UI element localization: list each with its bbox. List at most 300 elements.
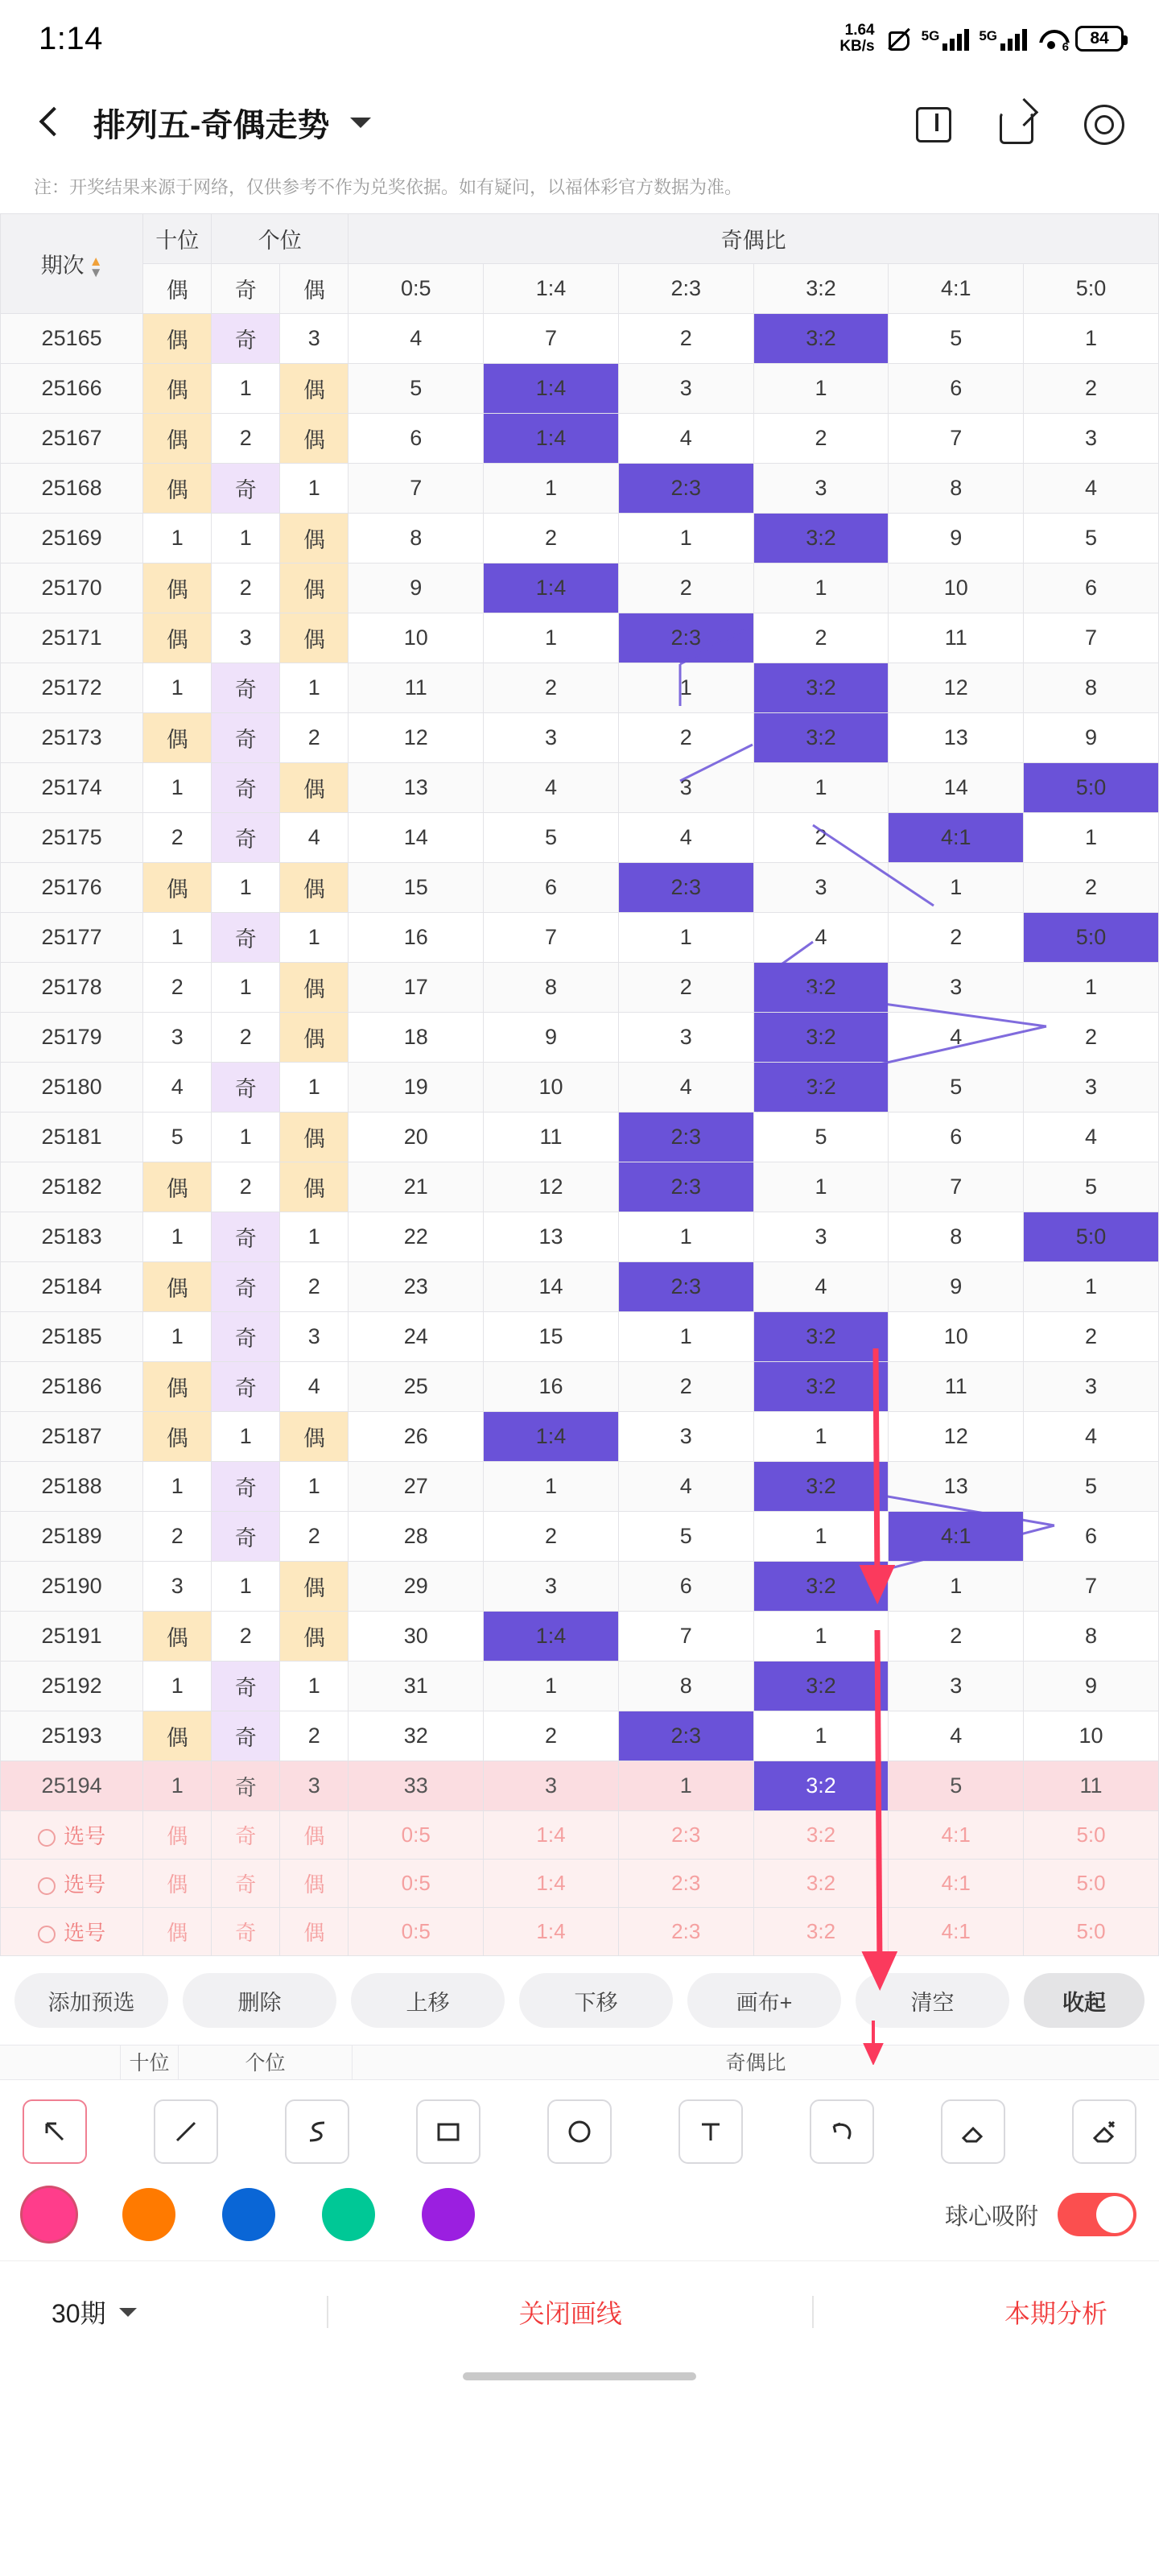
table-row[interactable] — [1, 863, 1159, 913]
back-arrow-icon[interactable] — [32, 104, 69, 141]
table-row[interactable] — [1, 1612, 1159, 1662]
pick-ratio-1-4[interactable]: 1:4 — [484, 1811, 619, 1860]
cell-ratio-1-4[interactable]: 14 — [484, 1262, 619, 1312]
cell-digit-1[interactable]: 偶 — [143, 564, 212, 613]
clear-all-icon[interactable] — [1072, 2099, 1136, 2164]
cell-ratio-3-2[interactable]: 4 — [753, 1262, 889, 1312]
pick-digit-1[interactable]: 偶 — [143, 1860, 212, 1908]
pick-label[interactable]: 选号 — [1, 1811, 143, 1860]
cell-ratio-3-2[interactable]: 3 — [753, 464, 889, 514]
cell-digit-3[interactable]: 偶 — [280, 1113, 349, 1162]
cell-digit-3[interactable]: 1 — [280, 464, 349, 514]
cell-ratio-2-3[interactable]: 1 — [618, 663, 753, 713]
cell-ratio-0-5[interactable]: 17 — [349, 963, 484, 1013]
cell-ratio-1-4[interactable]: 1 — [484, 464, 619, 514]
cell-digit-2[interactable]: 1 — [212, 514, 280, 564]
cell-ratio-4-1[interactable]: 4 — [889, 1013, 1024, 1063]
cell-digit-3[interactable]: 1 — [280, 1212, 349, 1262]
cell-ratio-5-0[interactable]: 11 — [1024, 1761, 1159, 1811]
cell-ratio-0-5[interactable]: 6 — [349, 414, 484, 464]
cell-digit-3[interactable]: 偶 — [280, 1013, 349, 1063]
cell-ratio-4-1[interactable]: 11 — [889, 613, 1024, 663]
pick-digit-3[interactable]: 偶 — [280, 1811, 349, 1860]
cell-digit-2[interactable]: 3 — [212, 613, 280, 663]
cell-ratio-4-1[interactable]: 13 — [889, 1462, 1024, 1512]
cell-ratio-1-4[interactable]: 2 — [484, 1711, 619, 1761]
cell-ratio-3-2[interactable]: 2 — [753, 813, 889, 863]
cell-ratio-0-5[interactable]: 12 — [349, 713, 484, 763]
cell-issue[interactable]: 25172 — [1, 663, 143, 713]
cell-digit-1[interactable]: 偶 — [143, 464, 212, 514]
cell-digit-2[interactable]: 奇 — [212, 1761, 280, 1811]
cell-ratio-1-4[interactable]: 11 — [484, 1113, 619, 1162]
cell-digit-2[interactable]: 奇 — [212, 1063, 280, 1113]
cell-issue[interactable]: 25190 — [1, 1562, 143, 1612]
cell-digit-2[interactable]: 奇 — [212, 314, 280, 364]
cell-issue[interactable]: 25174 — [1, 763, 143, 813]
cell-digit-2[interactable]: 2 — [212, 564, 280, 613]
cell-ratio-5-0[interactable]: 1 — [1024, 963, 1159, 1013]
cell-issue[interactable]: 25194 — [1, 1761, 143, 1811]
cell-digit-1[interactable]: 3 — [143, 1562, 212, 1612]
cell-ratio-0-5[interactable]: 14 — [349, 813, 484, 863]
cell-issue[interactable]: 25170 — [1, 564, 143, 613]
cell-issue[interactable]: 25191 — [1, 1612, 143, 1662]
move-down-button[interactable]: 下移 — [519, 1973, 673, 2028]
cell-ratio-0-5[interactable]: 10 — [349, 613, 484, 663]
cell-ratio-4-1[interactable]: 5 — [889, 314, 1024, 364]
cell-ratio-0-5[interactable]: 29 — [349, 1562, 484, 1612]
cell-ratio-3-2[interactable]: 3:2 — [753, 1761, 889, 1811]
pick-ratio-3-2[interactable]: 3:2 — [753, 1908, 889, 1956]
cell-digit-3[interactable]: 偶 — [280, 1612, 349, 1662]
pick-label[interactable]: 选号 — [1, 1908, 143, 1956]
cell-digit-3[interactable]: 2 — [280, 1512, 349, 1562]
cell-digit-2[interactable]: 奇 — [212, 1512, 280, 1562]
cell-ratio-0-5[interactable]: 4 — [349, 314, 484, 364]
cell-digit-3[interactable]: 偶 — [280, 1162, 349, 1212]
undo-icon[interactable] — [810, 2099, 874, 2164]
cell-ratio-2-3[interactable]: 4 — [618, 813, 753, 863]
cell-digit-3[interactable]: 偶 — [280, 963, 349, 1013]
cell-ratio-0-5[interactable]: 27 — [349, 1462, 484, 1512]
cell-digit-3[interactable]: 偶 — [280, 863, 349, 913]
cell-ratio-4-1[interactable]: 4:1 — [889, 1512, 1024, 1562]
pick-ratio-5-0[interactable]: 5:0 — [1024, 1908, 1159, 1956]
cell-ratio-4-1[interactable]: 2 — [889, 913, 1024, 963]
cell-issue[interactable]: 25193 — [1, 1711, 143, 1761]
cell-ratio-1-4[interactable]: 3 — [484, 1562, 619, 1612]
cell-ratio-1-4[interactable]: 7 — [484, 913, 619, 963]
cell-ratio-5-0[interactable]: 5:0 — [1024, 913, 1159, 963]
pick-ratio-2-3[interactable]: 2:3 — [618, 1908, 753, 1956]
cell-digit-1[interactable]: 2 — [143, 1512, 212, 1562]
cell-ratio-5-0[interactable]: 5:0 — [1024, 763, 1159, 813]
cell-ratio-5-0[interactable]: 4 — [1024, 1412, 1159, 1462]
cell-ratio-0-5[interactable]: 19 — [349, 1063, 484, 1113]
color-swatch-orange[interactable] — [122, 2188, 175, 2241]
arrow-tool-icon[interactable] — [23, 2099, 87, 2164]
color-swatch-purple[interactable] — [422, 2188, 475, 2241]
cell-ratio-0-5[interactable]: 20 — [349, 1113, 484, 1162]
cell-digit-3[interactable]: 3 — [280, 314, 349, 364]
cell-ratio-4-1[interactable]: 9 — [889, 1262, 1024, 1312]
cell-ratio-3-2[interactable]: 2 — [753, 613, 889, 663]
table-row[interactable] — [1, 1761, 1159, 1811]
pick-digit-1[interactable]: 偶 — [143, 1908, 212, 1956]
cell-ratio-2-3[interactable]: 2:3 — [618, 1162, 753, 1212]
cell-ratio-0-5[interactable]: 11 — [349, 663, 484, 713]
cell-issue[interactable]: 25189 — [1, 1512, 143, 1562]
pick-ratio-4-1[interactable]: 4:1 — [889, 1908, 1024, 1956]
pick-digit-2[interactable]: 奇 — [212, 1860, 280, 1908]
trend-table-container[interactable] — [0, 213, 1159, 1956]
cell-issue[interactable]: 25176 — [1, 863, 143, 913]
cell-issue[interactable]: 25182 — [1, 1162, 143, 1212]
cell-issue[interactable]: 25178 — [1, 963, 143, 1013]
cell-digit-2[interactable]: 奇 — [212, 1462, 280, 1512]
table-row[interactable] — [1, 1512, 1159, 1562]
cell-ratio-2-3[interactable]: 1 — [618, 1212, 753, 1262]
cell-ratio-3-2[interactable]: 5 — [753, 1113, 889, 1162]
cell-digit-2[interactable]: 奇 — [212, 1711, 280, 1761]
pick-row[interactable] — [1, 1908, 1159, 1956]
cell-ratio-5-0[interactable]: 3 — [1024, 414, 1159, 464]
cell-digit-1[interactable]: 1 — [143, 1662, 212, 1711]
cell-ratio-0-5[interactable]: 28 — [349, 1512, 484, 1562]
cell-digit-1[interactable]: 1 — [143, 913, 212, 963]
color-swatch-blue[interactable] — [222, 2188, 275, 2241]
color-swatch-pink[interactable] — [23, 2188, 76, 2241]
cell-ratio-3-2[interactable]: 3:2 — [753, 314, 889, 364]
cell-ratio-1-4[interactable]: 2 — [484, 514, 619, 564]
cell-ratio-5-0[interactable]: 6 — [1024, 1512, 1159, 1562]
cell-issue[interactable]: 25180 — [1, 1063, 143, 1113]
cell-ratio-4-1[interactable]: 4:1 — [889, 813, 1024, 863]
table-row[interactable] — [1, 364, 1159, 414]
table-body[interactable] — [1, 314, 1159, 1956]
cell-issue[interactable]: 25184 — [1, 1262, 143, 1312]
cell-ratio-2-3[interactable]: 2:3 — [618, 464, 753, 514]
period-selector[interactable] — [52, 2293, 137, 2330]
cell-ratio-4-1[interactable]: 3 — [889, 1662, 1024, 1711]
cell-ratio-0-5[interactable]: 21 — [349, 1162, 484, 1212]
table-row[interactable] — [1, 1462, 1159, 1512]
cell-digit-2[interactable]: 奇 — [212, 464, 280, 514]
color-palette[interactable] — [0, 2177, 1159, 2249]
cell-digit-3[interactable]: 偶 — [280, 564, 349, 613]
cell-digit-1[interactable]: 偶 — [143, 713, 212, 763]
cell-ratio-2-3[interactable]: 2 — [618, 564, 753, 613]
cell-ratio-2-3[interactable]: 4 — [618, 1063, 753, 1113]
cell-ratio-2-3[interactable]: 2:3 — [618, 863, 753, 913]
cell-digit-2[interactable]: 奇 — [212, 763, 280, 813]
cell-ratio-2-3[interactable]: 2 — [618, 1362, 753, 1412]
cell-ratio-5-0[interactable]: 10 — [1024, 1711, 1159, 1761]
cell-ratio-2-3[interactable]: 1 — [618, 913, 753, 963]
cell-digit-1[interactable]: 4 — [143, 1063, 212, 1113]
cell-ratio-1-4[interactable]: 2 — [484, 663, 619, 713]
cell-ratio-4-1[interactable]: 3 — [889, 963, 1024, 1013]
table-row[interactable] — [1, 1013, 1159, 1063]
cell-ratio-4-1[interactable]: 12 — [889, 663, 1024, 713]
cell-ratio-2-3[interactable]: 2:3 — [618, 1711, 753, 1761]
cell-ratio-5-0[interactable]: 8 — [1024, 1612, 1159, 1662]
table-row[interactable] — [1, 314, 1159, 364]
cell-ratio-5-0[interactable]: 5 — [1024, 1162, 1159, 1212]
cell-ratio-4-1[interactable]: 6 — [889, 1113, 1024, 1162]
cell-ratio-5-0[interactable]: 9 — [1024, 1662, 1159, 1711]
cell-digit-1[interactable]: 偶 — [143, 1362, 212, 1412]
cell-digit-2[interactable]: 2 — [212, 1013, 280, 1063]
cell-ratio-2-3[interactable]: 4 — [618, 414, 753, 464]
cell-digit-1[interactable]: 1 — [143, 1212, 212, 1262]
cell-ratio-1-4[interactable]: 9 — [484, 1013, 619, 1063]
radio-icon[interactable] — [38, 1877, 56, 1895]
cell-issue[interactable]: 25169 — [1, 514, 143, 564]
table-row[interactable] — [1, 1162, 1159, 1212]
cell-digit-2[interactable]: 2 — [212, 414, 280, 464]
bottom-bar[interactable] — [0, 2260, 1159, 2347]
cell-ratio-5-0[interactable]: 1 — [1024, 1262, 1159, 1312]
cell-issue[interactable]: 25166 — [1, 364, 143, 414]
pick-ratio-0-5[interactable]: 0:5 — [349, 1908, 484, 1956]
cell-ratio-2-3[interactable]: 3 — [618, 763, 753, 813]
collapse-button[interactable]: 收起 — [1024, 1973, 1145, 2028]
cell-ratio-3-2[interactable]: 3:2 — [753, 1662, 889, 1711]
cell-ratio-5-0[interactable]: 9 — [1024, 713, 1159, 763]
cell-ratio-1-4[interactable]: 1:4 — [484, 1412, 619, 1462]
cell-digit-3[interactable]: 偶 — [280, 1412, 349, 1462]
delete-button[interactable]: 删除 — [183, 1973, 336, 2028]
cell-ratio-1-4[interactable]: 5 — [484, 813, 619, 863]
cell-digit-1[interactable]: 1 — [143, 763, 212, 813]
cell-ratio-0-5[interactable]: 25 — [349, 1362, 484, 1412]
table-row[interactable] — [1, 613, 1159, 663]
cell-ratio-1-4[interactable]: 1:4 — [484, 564, 619, 613]
cell-ratio-5-0[interactable]: 7 — [1024, 1562, 1159, 1612]
chevron-down-icon[interactable] — [350, 118, 371, 128]
table-row[interactable] — [1, 1212, 1159, 1262]
cell-issue[interactable]: 25181 — [1, 1113, 143, 1162]
book-icon[interactable] — [911, 102, 951, 142]
pick-digit-1[interactable]: 偶 — [143, 1811, 212, 1860]
cell-digit-2[interactable]: 1 — [212, 1113, 280, 1162]
cell-digit-3[interactable]: 3 — [280, 1761, 349, 1811]
cell-digit-1[interactable]: 偶 — [143, 1612, 212, 1662]
cell-ratio-4-1[interactable]: 5 — [889, 1063, 1024, 1113]
cell-ratio-1-4[interactable]: 6 — [484, 863, 619, 913]
cell-ratio-4-1[interactable]: 1 — [889, 1562, 1024, 1612]
cell-digit-3[interactable]: 2 — [280, 713, 349, 763]
close-draw-button[interactable]: 关闭画线 — [518, 2299, 622, 2328]
cell-digit-2[interactable]: 奇 — [212, 663, 280, 713]
cell-digit-2[interactable]: 1 — [212, 1562, 280, 1612]
cell-ratio-0-5[interactable]: 32 — [349, 1711, 484, 1761]
radio-icon[interactable] — [38, 1926, 56, 1943]
cell-issue[interactable]: 25192 — [1, 1662, 143, 1711]
clear-button[interactable]: 清空 — [856, 1973, 1009, 2028]
pick-ratio-1-4[interactable]: 1:4 — [484, 1908, 619, 1956]
cell-ratio-2-3[interactable]: 2:3 — [618, 613, 753, 663]
cell-ratio-2-3[interactable]: 2:3 — [618, 1113, 753, 1162]
cell-digit-3[interactable]: 偶 — [280, 364, 349, 414]
cell-ratio-2-3[interactable]: 2:3 — [618, 1262, 753, 1312]
table-row[interactable] — [1, 514, 1159, 564]
cell-ratio-0-5[interactable]: 30 — [349, 1612, 484, 1662]
table-row[interactable] — [1, 813, 1159, 863]
cell-ratio-3-2[interactable]: 3:2 — [753, 663, 889, 713]
cell-ratio-3-2[interactable]: 1 — [753, 1412, 889, 1462]
cell-ratio-2-3[interactable]: 1 — [618, 1761, 753, 1811]
table-row[interactable] — [1, 663, 1159, 713]
cell-ratio-4-1[interactable]: 8 — [889, 1212, 1024, 1262]
pick-ratio-2-3[interactable]: 2:3 — [618, 1860, 753, 1908]
cell-digit-1[interactable]: 5 — [143, 1113, 212, 1162]
pick-digit-2[interactable]: 奇 — [212, 1811, 280, 1860]
cell-ratio-3-2[interactable]: 1 — [753, 1162, 889, 1212]
table-row[interactable] — [1, 1063, 1159, 1113]
radio-icon[interactable] — [38, 1829, 56, 1847]
cell-ratio-5-0[interactable]: 2 — [1024, 1013, 1159, 1063]
cell-ratio-4-1[interactable]: 7 — [889, 414, 1024, 464]
cell-digit-3[interactable]: 2 — [280, 1262, 349, 1312]
table-row[interactable] — [1, 564, 1159, 613]
cell-ratio-1-4[interactable]: 12 — [484, 1162, 619, 1212]
cell-issue[interactable]: 25186 — [1, 1362, 143, 1412]
cell-ratio-4-1[interactable]: 10 — [889, 1312, 1024, 1362]
cell-ratio-4-1[interactable]: 14 — [889, 763, 1024, 813]
cell-ratio-4-1[interactable]: 4 — [889, 1711, 1024, 1761]
cell-ratio-3-2[interactable]: 3 — [753, 863, 889, 913]
cell-digit-2[interactable]: 奇 — [212, 713, 280, 763]
color-swatch-green[interactable] — [322, 2188, 375, 2241]
cell-ratio-3-2[interactable]: 1 — [753, 1612, 889, 1662]
cell-ratio-4-1[interactable]: 13 — [889, 713, 1024, 763]
cell-digit-2[interactable]: 1 — [212, 963, 280, 1013]
cell-digit-3[interactable]: 1 — [280, 663, 349, 713]
pick-ratio-4-1[interactable]: 4:1 — [889, 1860, 1024, 1908]
cell-digit-2[interactable]: 2 — [212, 1612, 280, 1662]
cell-digit-1[interactable]: 偶 — [143, 863, 212, 913]
cell-ratio-3-2[interactable]: 1 — [753, 364, 889, 414]
cell-digit-2[interactable]: 奇 — [212, 1662, 280, 1711]
cell-digit-1[interactable]: 偶 — [143, 364, 212, 414]
pick-ratio-4-1[interactable]: 4:1 — [889, 1811, 1024, 1860]
cell-digit-3[interactable]: 偶 — [280, 414, 349, 464]
cell-ratio-3-2[interactable]: 1 — [753, 763, 889, 813]
cell-digit-3[interactable]: 3 — [280, 1312, 349, 1362]
cell-ratio-3-2[interactable]: 3:2 — [753, 514, 889, 564]
cell-ratio-3-2[interactable]: 1 — [753, 564, 889, 613]
cell-ratio-5-0[interactable]: 5 — [1024, 1462, 1159, 1512]
cell-digit-3[interactable]: 偶 — [280, 1562, 349, 1612]
cell-ratio-5-0[interactable]: 3 — [1024, 1063, 1159, 1113]
cell-ratio-5-0[interactable]: 1 — [1024, 813, 1159, 863]
table-row[interactable] — [1, 763, 1159, 813]
table-row[interactable] — [1, 1562, 1159, 1612]
cell-ratio-1-4[interactable]: 1 — [484, 613, 619, 663]
cell-digit-3[interactable]: 1 — [280, 913, 349, 963]
cell-ratio-0-5[interactable]: 15 — [349, 863, 484, 913]
pick-ratio-1-4[interactable]: 1:4 — [484, 1860, 619, 1908]
cell-ratio-5-0[interactable]: 7 — [1024, 613, 1159, 663]
cell-ratio-1-4[interactable]: 7 — [484, 314, 619, 364]
cell-digit-2[interactable]: 奇 — [212, 1262, 280, 1312]
cell-issue[interactable]: 25187 — [1, 1412, 143, 1462]
cell-ratio-4-1[interactable]: 11 — [889, 1362, 1024, 1412]
cell-ratio-3-2[interactable]: 3:2 — [753, 713, 889, 763]
cell-ratio-3-2[interactable]: 3:2 — [753, 1063, 889, 1113]
cell-digit-1[interactable]: 偶 — [143, 314, 212, 364]
cell-issue[interactable]: 25168 — [1, 464, 143, 514]
pick-digit-3[interactable]: 偶 — [280, 1860, 349, 1908]
cell-ratio-0-5[interactable]: 18 — [349, 1013, 484, 1063]
cell-digit-1[interactable]: 偶 — [143, 613, 212, 663]
cell-ratio-3-2[interactable]: 3 — [753, 1212, 889, 1262]
cell-ratio-1-4[interactable]: 1:4 — [484, 1612, 619, 1662]
cell-ratio-2-3[interactable]: 6 — [618, 1562, 753, 1612]
cell-ratio-2-3[interactable]: 3 — [618, 1412, 753, 1462]
cell-digit-1[interactable]: 2 — [143, 813, 212, 863]
cell-ratio-5-0[interactable]: 6 — [1024, 564, 1159, 613]
cell-ratio-4-1[interactable]: 7 — [889, 1162, 1024, 1212]
cell-ratio-2-3[interactable]: 8 — [618, 1662, 753, 1711]
cell-digit-3[interactable]: 2 — [280, 1711, 349, 1761]
cell-digit-2[interactable]: 1 — [212, 863, 280, 913]
cell-ratio-3-2[interactable]: 2 — [753, 414, 889, 464]
cell-ratio-3-2[interactable]: 3:2 — [753, 1312, 889, 1362]
table-row[interactable] — [1, 1362, 1159, 1412]
cell-ratio-1-4[interactable]: 2 — [484, 1512, 619, 1562]
table-row[interactable] — [1, 1711, 1159, 1761]
pick-ratio-5-0[interactable]: 5:0 — [1024, 1811, 1159, 1860]
header-issue[interactable] — [1, 214, 143, 314]
add-preset-button[interactable]: 添加预选 — [14, 1973, 168, 2028]
draw-toolbar[interactable] — [0, 2080, 1159, 2177]
cell-ratio-0-5[interactable]: 8 — [349, 514, 484, 564]
cell-digit-1[interactable]: 2 — [143, 963, 212, 1013]
cell-digit-1[interactable]: 1 — [143, 514, 212, 564]
cell-ratio-3-2[interactable]: 3:2 — [753, 1562, 889, 1612]
cell-ratio-1-4[interactable]: 1 — [484, 1662, 619, 1711]
table-row[interactable] — [1, 963, 1159, 1013]
cell-issue[interactable]: 25183 — [1, 1212, 143, 1262]
pick-row[interactable] — [1, 1860, 1159, 1908]
cell-ratio-5-0[interactable]: 3 — [1024, 1362, 1159, 1412]
pick-ratio-0-5[interactable]: 0:5 — [349, 1860, 484, 1908]
cell-ratio-0-5[interactable]: 31 — [349, 1662, 484, 1711]
pick-digit-3[interactable]: 偶 — [280, 1908, 349, 1956]
cell-ratio-2-3[interactable]: 2 — [618, 963, 753, 1013]
cell-digit-1[interactable]: 偶 — [143, 1412, 212, 1462]
cell-ratio-5-0[interactable]: 2 — [1024, 1312, 1159, 1362]
line-tool-icon[interactable] — [154, 2099, 218, 2164]
table-row[interactable] — [1, 414, 1159, 464]
cell-ratio-3-2[interactable]: 1 — [753, 1711, 889, 1761]
cell-ratio-2-3[interactable]: 3 — [618, 1013, 753, 1063]
table-row[interactable] — [1, 1312, 1159, 1362]
cell-ratio-0-5[interactable]: 16 — [349, 913, 484, 963]
cell-digit-1[interactable]: 偶 — [143, 1711, 212, 1761]
cell-issue[interactable]: 25177 — [1, 913, 143, 963]
cell-ratio-0-5[interactable]: 26 — [349, 1412, 484, 1462]
cell-ratio-2-3[interactable]: 3 — [618, 364, 753, 414]
cell-digit-1[interactable]: 1 — [143, 1761, 212, 1811]
cell-digit-1[interactable]: 偶 — [143, 1262, 212, 1312]
cell-ratio-5-0[interactable]: 2 — [1024, 364, 1159, 414]
eraser-icon[interactable] — [941, 2099, 1005, 2164]
